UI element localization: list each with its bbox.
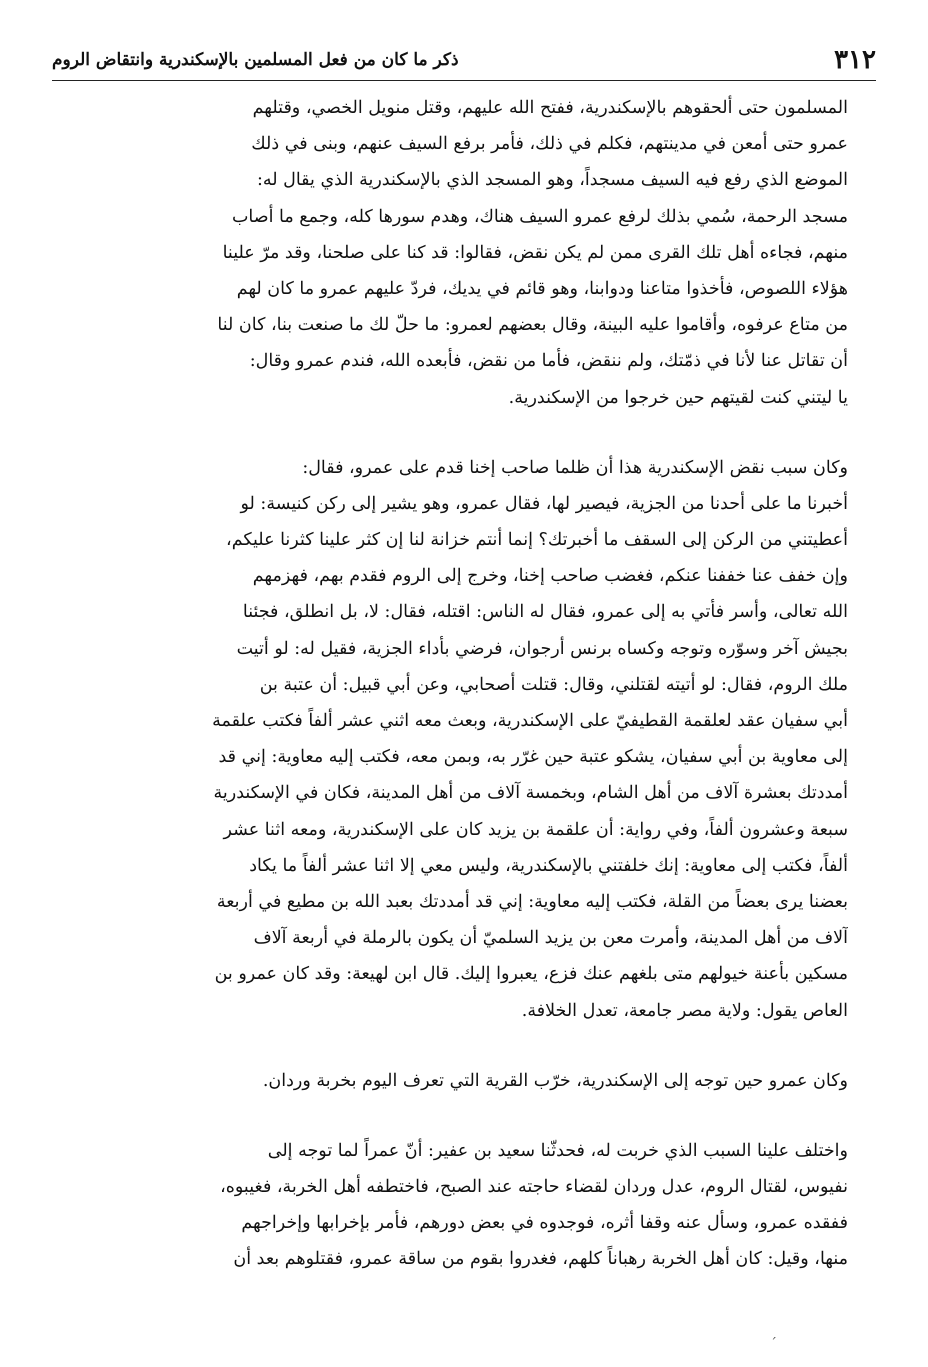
text-line: الموضع الذي رفع فيه السيف مسجداً، وهو المسجد الذي بالإسكندرية الذي يقال له: bbox=[256, 170, 848, 191]
header-divider bbox=[52, 80, 876, 81]
text-line: وكان سبب نقض الإسكندرية هذا أن ظلما صاحب إخنا قدم على عمرو، فقال: bbox=[302, 457, 848, 478]
text-line: بجيش آخر وسوّره وتوجه وكساه برنس أرجوان، فرضي بأداء الجزية، فقيل له: لو أتيت bbox=[236, 638, 848, 659]
stray-ink-mark: ´ bbox=[770, 1336, 777, 1352]
text-line: يا ليتني كنت لقيتهم حين خرجوا من الإسكندرية. bbox=[508, 387, 848, 408]
paragraph-gap bbox=[68, 1029, 848, 1063]
page-header bbox=[52, 30, 876, 80]
text-line: أعطيتني من الركن إلى السقف ما أخبرتك؟ إنما أنتم خزانة لنا إن كثر علينا كثرنا عليكم، bbox=[226, 530, 848, 551]
text-line: مسجد الرحمة، سُمي بذلك لرفع عمرو السيف هناك، وهدم سورها كله، وجمع ما أصاب bbox=[231, 206, 848, 227]
body-text bbox=[68, 90, 848, 1278]
running-title: ذكر ما كان من فعل المسلمين بالإسكندرية وانتقاض الروم bbox=[52, 50, 459, 70]
text-line: المسلمون حتى ألحقوهم بالإسكندرية، ففتح الله عليهم، وقتل منويل الخصي، وقتلهم bbox=[252, 98, 848, 118]
text-line: أن تقاتل عنا لأنا في ذمّتك، ولم ننقض، فأما من نقض، فأبعده الله، فندم عمرو وقال: bbox=[249, 351, 848, 372]
text-line: العاص يقول: ولاية مصر جامعة، تعدل الخلافة. bbox=[521, 1000, 848, 1021]
text-line: نفيوس، لقتال الروم، عدل وردان لقضاء حاجته عند الصبح، فاختطفه أهل الخربة، فغيبوه، bbox=[220, 1177, 848, 1198]
text-line: الله تعالى، وأسر فأتي به إلى عمرو، فقال له الناس: اقتله، فقال: لا، بل انطلق، فجئنا bbox=[242, 602, 848, 623]
paragraph-gap bbox=[68, 416, 848, 450]
text-line: هؤلاء اللصوص، فأخذوا متاعنا ودوابنا، وهو قائم في يديك، فردّ عليهم عمرو ما كان لهم bbox=[236, 278, 848, 299]
paragraph-3 bbox=[68, 1063, 848, 1099]
text-line: مسكين بأعنة خيولهم متى بلغهم عنك فزع، يعبروا إليك. قال ابن لهيعة: وقد كان عمرو بن bbox=[214, 964, 848, 985]
text-line: ألفاً، فكتب إلى معاوية: إنك خلفتني بالإسكندرية، وليس معي إلا اثنا عشر ألفاً ما يكاد bbox=[249, 855, 848, 876]
text-line: أمددتك بعشرة آلاف من أهل الشام، وبخمسة آلاف من أهل المدينة، فكان في الإسكندرية bbox=[213, 783, 848, 804]
text-line: سبعة وعشرون ألفاً، وفي رواية: أن علقمة بن يزيد كان على الإسكندرية، ومعه اثنا عشر bbox=[223, 819, 848, 840]
text-line: بعضنا يرى بعضاً من القلة، فكتب إليه معاوية: إني قد أمددتك بعبد الله بن مطيع في أربعة bbox=[216, 891, 848, 912]
paragraph-gap bbox=[68, 1099, 848, 1133]
text-line: واختلف علينا السبب الذي خربت له، فحدثّنا سعيد بن عفير: أنّ عمراً لما توجه إلى bbox=[267, 1140, 848, 1161]
text-line: أخبرنا ما على أحدنا من الجزية، فيصير لها، فقال عمرو، وهو يشير إلى ركن كنيسة: لو bbox=[240, 493, 848, 514]
text-line: أبي سفيان عقد لعلقمة القطيفيّ على الإسكندرية، وبعث معه اثني عشر ألفاً فكتب علقمة bbox=[212, 711, 848, 731]
text-line: عمرو حتى أمعن في مدينتهم، فكلم في ذلك، فأمر برفع السيف عنهم، وبنى في ذلك bbox=[251, 134, 848, 155]
paragraph-2 bbox=[68, 450, 848, 1029]
text-line: ففقده عمرو، وسأل عنه وقفا أثره، فوجدوه في بعض دورهم، فأمر بإخرابها وإخراجهم bbox=[241, 1213, 848, 1234]
text-line: ملك الروم، فقال: لو أتيته لقتلني، وقال: قتلت أصحابي، وعن أبي قبيل: أن عتبة بن bbox=[259, 674, 848, 695]
text-line: منهم، فجاءه أهل تلك القرى ممن لم يكن نقض، فقالوا: قد كنا على صلحنا، وقد مرّ علينا bbox=[222, 242, 848, 263]
text-line: إلى معاوية بن أبي سفيان، يشكو عتبة حين غرّر به، وبمن معه، فكتب إليه معاوية: إني قد bbox=[218, 747, 848, 768]
text-line: وإن خفف عنا خففنا عنكم، فغضب صاحب إخنا، وخرج إلى الروم فقدم بهم، فهزمهم bbox=[252, 566, 848, 587]
text-line: من متاع عرفوه، وأقاموا عليه البينة، وقال بعضهم لعمرو: ما حلّ لك ما صنعت بنا، كان لنا bbox=[217, 315, 848, 336]
paragraph-4 bbox=[68, 1133, 848, 1278]
paragraph-1 bbox=[68, 90, 848, 416]
page-number: ٣١٢ bbox=[834, 45, 876, 75]
text-line: منها، وقيل: كان أهل الخربة رهباناً كلهم، فغدروا بقوم من ساقة عمرو، فقتلوهم بعد أن bbox=[233, 1249, 848, 1270]
text-line: وكان عمرو حين توجه إلى الإسكندرية، خرّب القرية التي تعرف اليوم بخربة وردان. bbox=[262, 1070, 848, 1091]
text-line: آلاف من أهل المدينة، وأمرت معن بن يزيد السلميّ أن يكون بالرملة في أربعة آلاف bbox=[253, 928, 848, 949]
